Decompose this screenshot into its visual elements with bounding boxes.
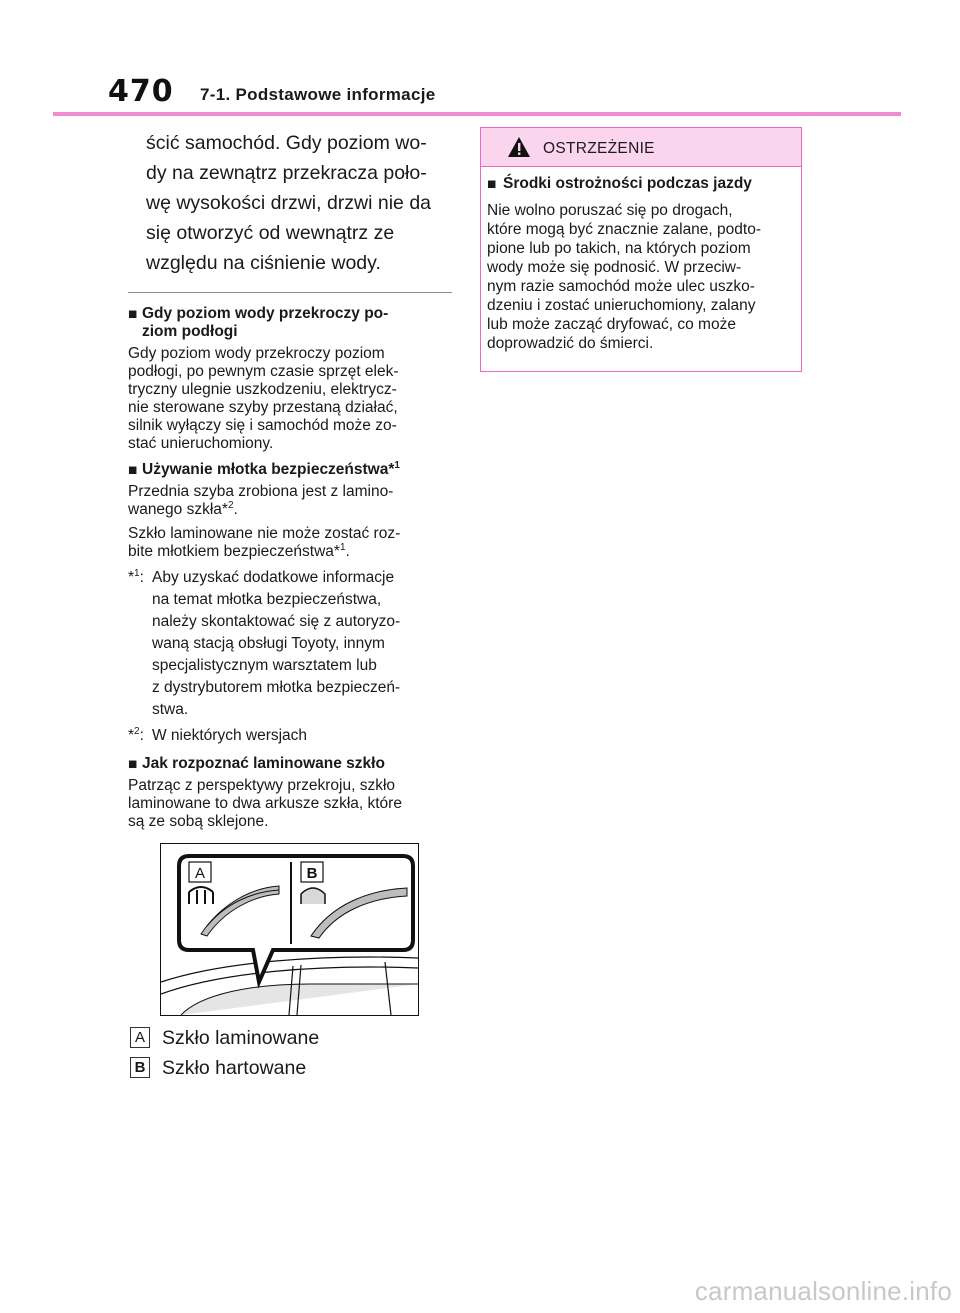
intro-line: się otworzyć od wewnątrz ze [146,222,395,244]
footnote-2 [128,725,452,747]
car-window-glass-svg [161,844,418,1015]
footnote-asterisk: * [128,727,135,744]
footnote-number: 1 [134,567,140,579]
footnote-line: waną stacją obsługi Toyoty, innym [152,635,385,652]
legend-item-b [130,1057,306,1080]
bullet-square-icon: ■ [128,306,138,323]
warning-line: lub może zacząć dryfować, co może [487,316,736,333]
heading-text: Używanie młotka bezpieczeństwa* [142,461,395,478]
warning-title: OSTRZEŻENIE [543,140,655,157]
footnote-ref: 1 [339,541,346,553]
footnote-ref: 1 [394,459,400,471]
footnote-line: W niektórych wersjach [152,727,308,744]
section-text-laminated-glass [128,525,452,561]
footnote-line: specjalistycznym warsztatem lub [152,657,377,674]
text-line: nie sterowane szyby przestaną działać, [128,399,398,416]
footnote-line: Aby uzyskać dodatkowe informacje [152,569,395,586]
footnote-line: należy skontaktować się z autoryzo- [152,613,401,630]
section-text-floor-level [128,345,452,453]
punctuation: . [345,543,350,560]
heading-line: Gdy poziom wody przekroczy po- [142,305,389,322]
warning-line: Nie wolno poruszać się po drogach, [487,202,733,219]
warning-text [487,201,795,353]
warning-heading-text: Środki ostrożności podczas jazdy [503,175,752,192]
legend-text: Szkło laminowane [162,1027,320,1049]
chapter-title: 7-1. Podstawowe informacje [200,85,436,104]
section-heading-safety-hammer [128,461,452,479]
watermark: carmanualsonline.info [694,1276,952,1306]
footnote-line: stwa. [152,701,189,718]
warning-line: które mogą być znacznie zalane, podto- [487,221,761,238]
legend-item-a [130,1027,319,1050]
intro-line: ścić samochód. Gdy poziom wo- [146,132,427,154]
intro-paragraph [146,128,452,278]
intro-line: wę wysokości drzwi, drzwi nie da [146,192,432,214]
warning-triangle-icon [507,136,531,158]
header-rule [53,112,901,116]
warning-line: pione lub po takich, na których poziom [487,240,751,257]
text-line: bite młotkiem bezpieczeństwa* [128,543,340,560]
section-text-recognize [128,777,452,831]
warning-line: nym razie samochód może ulec uszko- [487,278,755,295]
section-text-windshield [128,483,452,519]
bullet-square-icon: ■ [487,176,497,193]
text-line: wanego szkła* [128,501,228,518]
text-line: Patrząc z perspektywy przekroju, szkło [128,777,396,794]
text-line: są ze sobą sklejone. [128,813,269,830]
intro-line: dy na zewnątrz przekracza poło- [146,162,427,184]
text-line: podłogi, po pewnym czasie sprzęt elek- [128,363,399,380]
text-line: silnik wyłączy się i samochód może zo- [128,417,397,434]
footnote-number: 2 [134,725,140,737]
page-number: 470 [108,74,174,109]
legend-text: Szkło hartowane [162,1057,307,1079]
text-line: Gdy poziom wody przekroczy poziom [128,345,385,362]
warning-box [480,127,802,372]
warning-line: wody może się podnosić. W przeciw- [487,259,742,276]
legend-badge-a: A [130,1027,150,1048]
footnote-1 [128,567,452,721]
text-line: Przednia szyba zrobiona jest z lamino- [128,483,394,500]
left-column [128,128,452,837]
text-line: stać unieruchomiony. [128,435,274,452]
heading-line: ziom podłogi [142,323,238,340]
warning-header [481,128,801,167]
section-divider [128,292,452,293]
intro-line: względu na ciśnienie wody. [146,252,381,274]
text-line: tryczny ulegnie uszkodzeniu, elektrycz- [128,381,397,398]
warning-line: dzeniu i zostać unieruchomiony, zalany [487,297,756,314]
footnote-ref: 2 [227,499,234,511]
warning-heading [487,175,795,193]
warning-body [481,167,801,353]
punctuation: : [139,727,144,744]
section-heading-floor-level [128,305,452,341]
legend-badge-b: B [130,1057,150,1078]
glass-illustration [160,843,419,1016]
figure-label-a: A [194,865,206,882]
bullet-square-icon: ■ [128,462,138,479]
warning-line: doprowadzić do śmierci. [487,335,654,352]
figure-label-b: B [306,865,318,882]
section-heading-recognize-laminated [128,755,452,773]
footnote-asterisk: * [128,569,135,586]
footnote-line: na temat młotka bezpieczeństwa, [152,591,382,608]
heading-text: Jak rozpoznać laminowane szkło [142,755,385,772]
punctuation: : [139,569,144,586]
text-line: laminowane to dwa arkusze szkła, które [128,795,402,812]
punctuation: . [233,501,238,518]
text-line: Szkło laminowane nie może zostać roz- [128,525,401,542]
bullet-square-icon: ■ [128,756,138,773]
footnote-line: z dystrybutorem młotka bezpieczeń- [152,679,401,696]
